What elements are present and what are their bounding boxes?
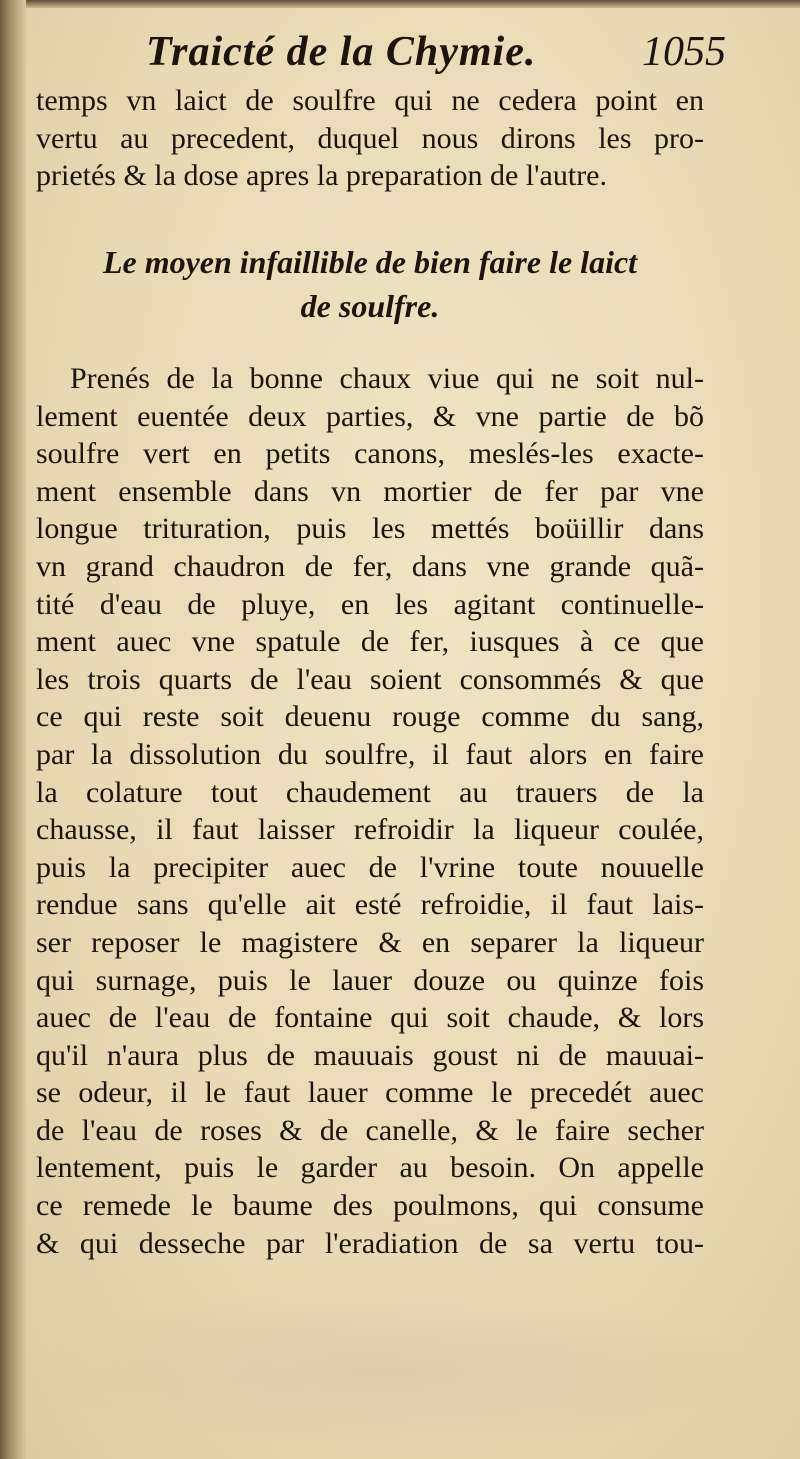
text-line: vertu au precedent, duquel nous dirons les pro- [36, 121, 704, 155]
paper-stain [30, 1290, 750, 1450]
text-line: ce qui reste soit deuenu rouge comme du sang, [36, 700, 704, 734]
heading-line: Le moyen infaillible de bien faire le laict [102, 244, 638, 280]
text-line: ser reposer le magistere & en separer la liqueur [36, 925, 704, 959]
text-line: prietés & la dose apres la preparation de l'autre. [36, 159, 607, 193]
text-line: de l'eau de roses & de canelle, & le faire secher [36, 1113, 704, 1147]
text-line: vn grand chaudron de fer, dans vne grande quã- [36, 549, 704, 583]
text-line: rendue sans qu'elle ait esté refroidie, il faut lais- [36, 888, 704, 922]
text-line: soulfre vert en petits canons, meslés-les exacte- [36, 437, 704, 471]
text-line: qui surnage, puis le lauer douze ou quinze fois [36, 963, 704, 997]
page-number: 1055 [642, 29, 726, 75]
text-line: temps vn laict de soulfre qui ne cedera point en [36, 84, 704, 117]
text-line: puis la precipiter auec de l'vrine toute nouuelle [36, 850, 704, 884]
text-line: les trois quarts de l'eau soient consommés & que [36, 662, 704, 696]
section-heading [36, 240, 704, 328]
text-line: chausse, il faut laisser refroidir la liqueur coulée, [36, 813, 704, 847]
text-line: la colature tout chaudement au trauers de la [36, 775, 704, 809]
heading-line: de soulfre. [300, 288, 440, 324]
text-line: tité d'eau de pluye, en les agitant continuelle- [36, 587, 704, 621]
page-top-edge [0, 0, 800, 8]
text-line: ment auec vne spatule de fer, iusques à ce que [36, 625, 704, 659]
text-line: ce remede le baume des poulmons, qui consume [36, 1189, 704, 1223]
running-header [36, 28, 726, 88]
text-line: & qui desseche par l'eradiation de sa vertu tou- [36, 1226, 704, 1260]
running-title: Traicté de la Chymie. [146, 29, 537, 75]
intro-paragraph [36, 82, 704, 195]
text-line: auec de l'eau de fontaine qui soit chaude, & lors [36, 1001, 704, 1035]
page-gutter [0, 0, 26, 1459]
text-line: longue trituration, puis les mettés boüillir dans [36, 512, 704, 546]
text-line: lentement, puis le garder au besoin. On appelle [36, 1151, 704, 1185]
text-line: qu'il n'aura plus de mauuais goust ni de mauuai- [36, 1038, 704, 1072]
text-line: se odeur, il le faut lauer comme le precedét auec [36, 1076, 704, 1110]
text-line: Prenés de la bonne chaux viue qui ne soit nul- [70, 362, 704, 395]
text-line: lement euentée deux parties, & vne partie de bõ [36, 399, 704, 433]
text-line: ment ensemble dans vn mortier de fer par vne [36, 474, 704, 508]
section-body [36, 360, 704, 1262]
text-line: par la dissolution du soulfre, il faut alors en faire [36, 737, 704, 771]
